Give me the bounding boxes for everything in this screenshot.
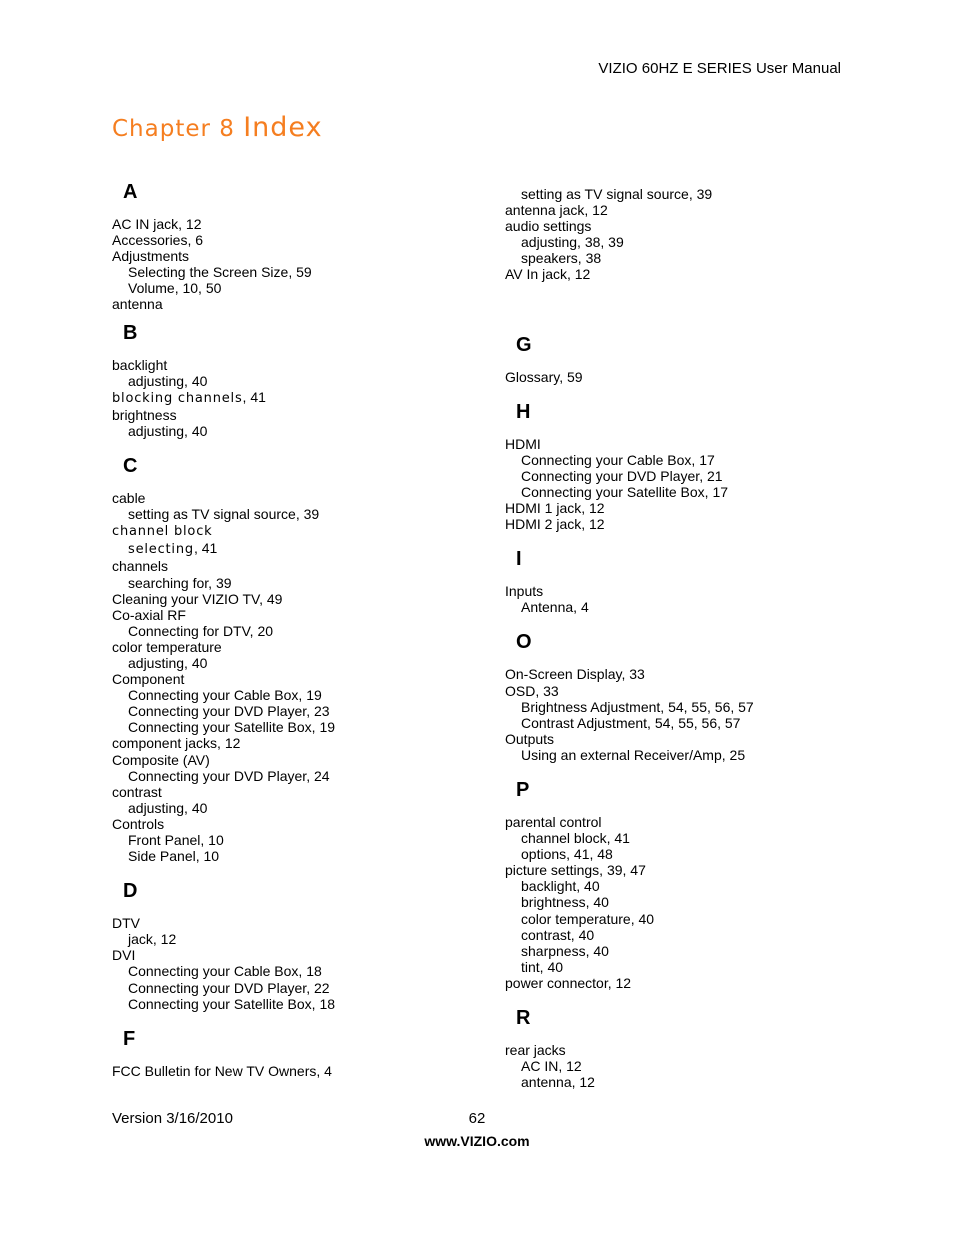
- section-letter: F: [123, 1027, 136, 1050]
- index-subentry: Brightness Adjustment, 54, 55, 56, 57: [521, 698, 754, 715]
- index-subentry: Connecting your Cable Box, 17: [521, 451, 715, 468]
- index-entry: antenna: [112, 296, 163, 313]
- page-number: 62: [468, 1110, 486, 1127]
- index-subentry: setting as TV signal source, 39: [521, 186, 713, 202]
- section-letter: H: [516, 400, 531, 423]
- index-subentry: Connecting your DVD Player, 24: [128, 767, 330, 784]
- index-subentry: sharpness, 40: [521, 942, 609, 959]
- index-entry: cable: [112, 490, 146, 507]
- index-entry: picture settings, 39, 47: [505, 862, 646, 879]
- section-letter: I: [516, 548, 522, 571]
- index-section-o: [505, 630, 865, 763]
- section-letter: R: [516, 1007, 531, 1029]
- index-column-right: [505, 186, 865, 1090]
- index-subentry: speakers, 38: [521, 250, 602, 267]
- chapter-number: Chapter 8: [112, 116, 235, 142]
- index-subentry: Connecting your Cable Box, 19: [128, 687, 322, 704]
- index-entry: rear jacks: [505, 1042, 566, 1058]
- index-entry-term: channel block: [112, 524, 213, 540]
- index-entry: Controls: [112, 815, 165, 832]
- index-subentry: Connecting your Satellite Box, 17: [521, 483, 729, 500]
- index-entry-term: blocking channels: [112, 390, 243, 406]
- index-subentry: adjusting, 40: [128, 372, 208, 389]
- index-entry-page: , 41: [242, 388, 266, 405]
- index-subentry: Using an external Receiver/Amp, 25: [521, 746, 746, 763]
- index-entry: audio settings: [505, 218, 592, 235]
- index-entry: HDMI 1 jack, 12: [505, 500, 605, 517]
- index-subentry: adjusting, 40: [128, 422, 208, 439]
- index-entry: Adjustments: [112, 248, 190, 265]
- index-section-p: [505, 778, 865, 991]
- index-entry-term: selecting: [128, 542, 194, 558]
- index-subentry: channel block, 41: [521, 830, 630, 847]
- index-subentry: Front Panel, 10: [128, 832, 224, 848]
- index-subentry: contrast, 40: [521, 926, 595, 943]
- index-subentry: jack, 12: [128, 931, 177, 948]
- index-entry: AC IN jack, 12: [112, 216, 202, 232]
- section-letter: G: [516, 333, 532, 356]
- index-entry: Cleaning your VIZIO TV, 49: [112, 590, 283, 607]
- index-subentry: tint, 40: [521, 958, 564, 975]
- index-entry: channels: [112, 558, 169, 575]
- index-entry: Accessories, 6: [112, 232, 204, 249]
- chapter-title: Index: [243, 112, 323, 143]
- index-subentry: Connecting your DVD Player, 21: [521, 467, 723, 484]
- index-subentry: adjusting, 40: [128, 654, 208, 671]
- index-subentry: AC IN, 12: [521, 1058, 582, 1075]
- index-column-left: [112, 180, 472, 1079]
- index-entry: color temperature: [112, 638, 222, 655]
- index-entry: Inputs: [505, 583, 544, 600]
- index-entry: Outputs: [505, 730, 555, 747]
- index-section-b: [112, 321, 472, 439]
- index-entry: power connector, 12: [505, 974, 632, 991]
- manual-title: VIZIO 60HZ E SERIES User Manual: [598, 60, 841, 77]
- index-entry: [112, 522, 472, 540]
- index-section-i: [505, 547, 865, 615]
- index-subentry: antenna, 12: [521, 1074, 595, 1091]
- index-subentry: Antenna, 4: [521, 599, 589, 616]
- index-subentry: Side Panel, 10: [128, 848, 220, 865]
- index-entry: HDMI 2 jack, 12: [505, 516, 605, 533]
- index-subentry: Connecting your DVD Player, 22: [128, 979, 330, 996]
- section-letter: A: [123, 181, 138, 203]
- index-entry: DTV: [112, 915, 140, 932]
- section-letter: O: [516, 631, 532, 654]
- index-section-h: [505, 400, 865, 533]
- index-entry: Co-axial RF: [112, 606, 186, 623]
- section-letter: C: [123, 455, 138, 478]
- index-subentry: Connecting your Satellite Box, 18: [128, 995, 336, 1012]
- index-entry: AV In jack, 12: [505, 266, 591, 283]
- index-entry: parental control: [505, 813, 602, 830]
- index-section-f: [112, 1027, 472, 1079]
- footer-website-link[interactable]: www.VIZIO.com: [424, 1133, 530, 1149]
- index-section-r: [505, 1006, 865, 1090]
- index-section-d: [112, 879, 472, 1012]
- index-entry: OSD, 33: [505, 682, 559, 699]
- index-subentry: setting as TV signal source, 39: [128, 506, 320, 523]
- index-subentry: Selecting the Screen Size, 59: [128, 264, 312, 281]
- footer-version: Version 3/16/2010: [112, 1110, 233, 1127]
- index-subentry: adjusting, 40: [128, 799, 208, 816]
- index-entry: Composite (AV): [112, 751, 210, 768]
- index-entry: Component: [112, 671, 185, 688]
- index-section-a-continued: [505, 186, 865, 283]
- section-letter: D: [123, 880, 138, 903]
- index-subentry: options, 41, 48: [521, 846, 613, 863]
- index-entry: contrast: [112, 783, 162, 800]
- index-entry: [112, 389, 472, 407]
- index-subentry: Volume, 10, 50: [128, 280, 222, 297]
- index-section-g: [505, 333, 865, 385]
- index-entry-page: , 41: [193, 540, 218, 557]
- index-subentry: adjusting, 38, 39: [521, 234, 624, 251]
- index-subentry: Connecting your DVD Player, 23: [128, 703, 330, 720]
- index-section-c: [112, 454, 472, 864]
- index-entry: FCC Bulletin for New TV Owners, 4: [112, 1062, 332, 1079]
- chapter-heading: [112, 112, 323, 143]
- index-subentry: Contrast Adjustment, 54, 55, 56, 57: [521, 714, 741, 731]
- index-entry: backlight: [112, 356, 168, 373]
- section-letter: P: [516, 778, 530, 801]
- index-entry: brightness: [112, 406, 177, 423]
- index-entry: Glossary, 59: [505, 368, 583, 385]
- index-subentry: backlight, 40: [521, 878, 600, 895]
- index-subentry: Connecting your Cable Box, 18: [128, 963, 322, 980]
- index-entry: DVI: [112, 947, 136, 964]
- index-subentry: Connecting your Satellite Box, 19: [128, 719, 336, 736]
- index-subentry: [112, 540, 472, 558]
- index-subentry: brightness, 40: [521, 894, 609, 911]
- index-subentry: searching for, 39: [128, 574, 232, 591]
- index-entry: On-Screen Display, 33: [505, 666, 645, 683]
- index-section-a: [112, 180, 472, 313]
- index-entry: antenna jack, 12: [505, 202, 608, 219]
- index-subentry: color temperature, 40: [521, 910, 655, 927]
- index-entry: HDMI: [505, 435, 541, 452]
- section-letter: B: [123, 321, 138, 344]
- index-subentry: Connecting for DTV, 20: [128, 622, 274, 639]
- index-entry: component jacks, 12: [112, 735, 241, 752]
